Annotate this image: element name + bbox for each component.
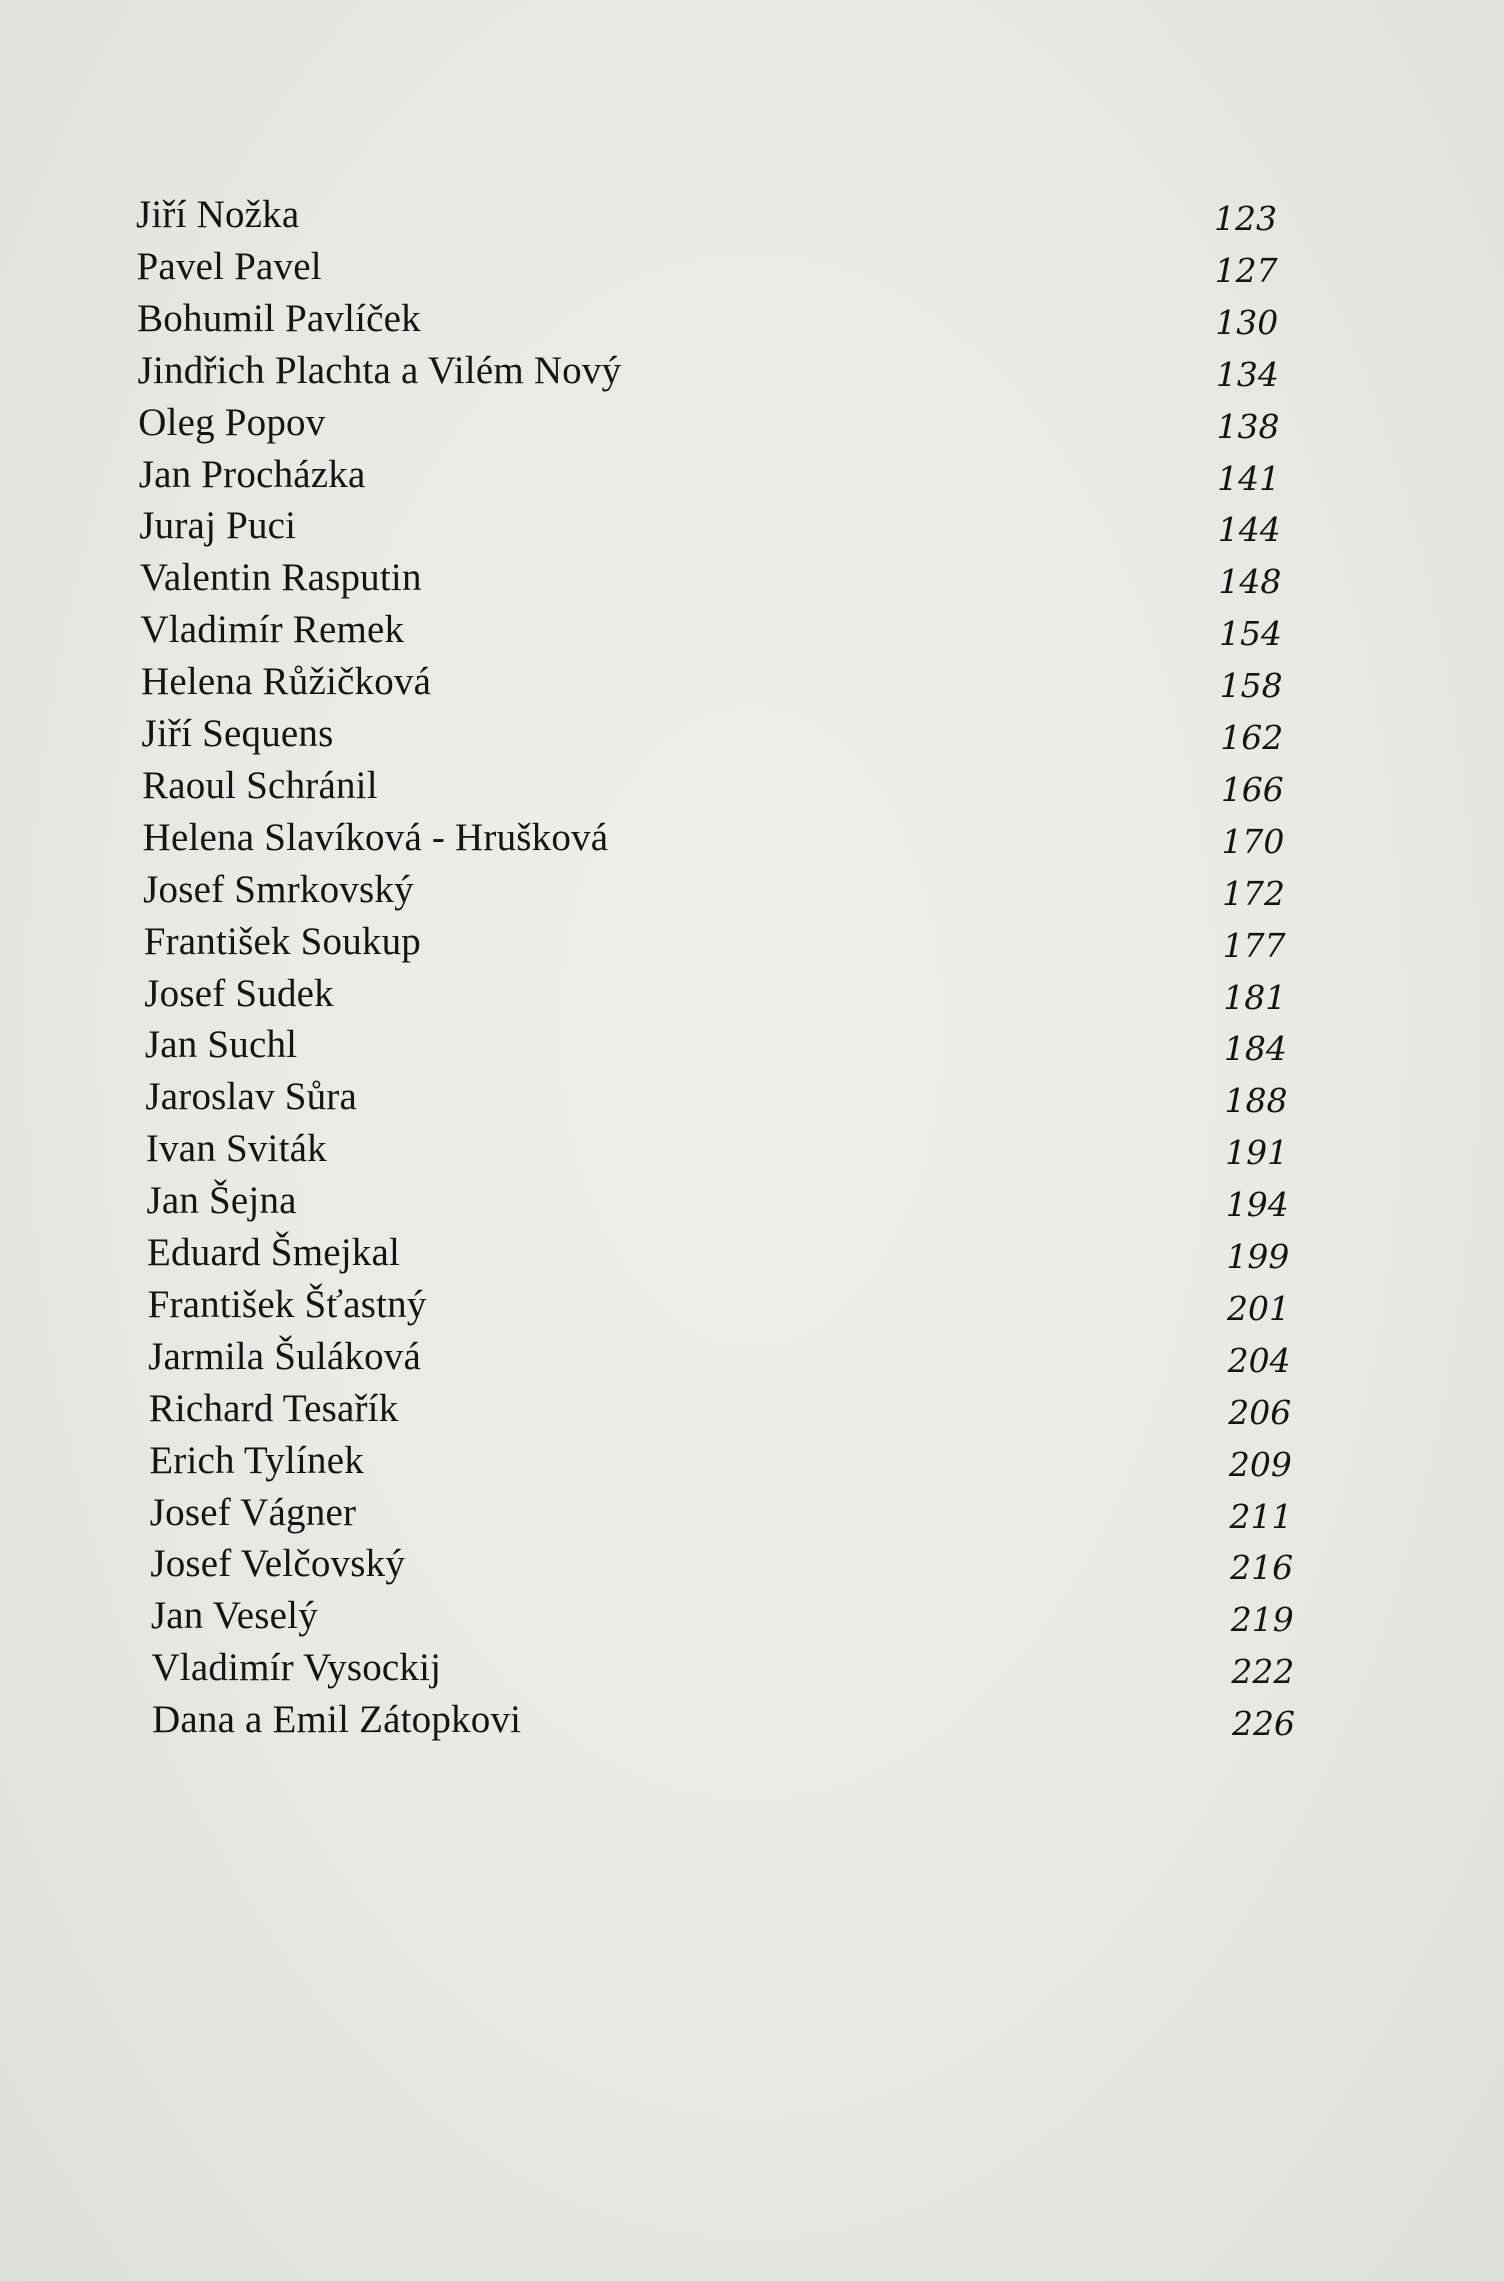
toc-entry-name: Josef Velčovský [150, 1542, 406, 1586]
toc-entry-page-number: 127 [1214, 250, 1278, 290]
toc-entry-name: Pavel Pavel [136, 244, 322, 288]
toc-entry [0, 1488, 1504, 1538]
toc-entry-name: Jarmila Šuláková [148, 1334, 422, 1378]
toc-entry [0, 1332, 1504, 1382]
toc-entry-page-number: 206 [1228, 1392, 1292, 1432]
toc-entry-page-number: 177 [1222, 925, 1286, 965]
toc-entry-page-number: 204 [1227, 1340, 1291, 1380]
toc-entry [0, 709, 1504, 759]
toc-entry-page-number: 170 [1221, 821, 1285, 861]
toc-entry-name: Vladimír Vysockij [151, 1646, 442, 1690]
toc-entry-page-number: 211 [1229, 1496, 1293, 1536]
toc-entry-page-number: 199 [1226, 1237, 1290, 1276]
toc-entry [0, 294, 1504, 344]
toc-entry-page-number: 148 [1218, 562, 1282, 602]
toc-entry [0, 1643, 1504, 1693]
toc-entry-name: Richard Tesařík [148, 1386, 399, 1430]
toc-entry [0, 969, 1504, 1019]
toc-entry [0, 501, 1504, 551]
toc-entry-page-number: 181 [1223, 977, 1287, 1017]
toc-entry-name: Josef Sudek [144, 971, 334, 1015]
toc-entry [0, 1072, 1504, 1122]
toc-entry-name: Jindřich Plachta a Vilém Nový [137, 348, 622, 392]
toc-entry-page-number: 158 [1219, 666, 1283, 706]
toc-entry-page-number: 141 [1217, 458, 1281, 498]
toc-entry [0, 1124, 1504, 1174]
toc-entry-name: Helena Slavíková - Hrušková [142, 815, 609, 859]
toc-entry [0, 242, 1504, 292]
toc-entry-name: Oleg Popov [138, 400, 326, 444]
toc-entry-name: Jan Šejna [146, 1179, 297, 1223]
toc-entry-page-number: 184 [1223, 1029, 1287, 1069]
toc-entry-name: Jan Veselý [150, 1594, 318, 1638]
toc-entry-name: Helena Růžičková [140, 660, 432, 704]
toc-entry [0, 1280, 1504, 1330]
toc-entry [0, 1020, 1504, 1070]
toc-entry-name: Erich Tylínek [149, 1438, 364, 1482]
toc-entry-page-number: 209 [1228, 1444, 1292, 1484]
toc-entry [0, 1384, 1504, 1434]
toc-entry-name: František Soukup [143, 919, 422, 963]
toc-entry [0, 865, 1504, 915]
toc-entry [0, 917, 1504, 967]
toc-entry [0, 450, 1504, 500]
toc-entry-name: Jiří Sequens [141, 712, 334, 755]
toc-entry-page-number: 222 [1231, 1652, 1295, 1692]
toc-entry-page-number: 123 [1214, 199, 1277, 238]
toc-entry-name: Juraj Puci [139, 504, 297, 548]
toc-entry [0, 1591, 1504, 1641]
toc-entry [0, 190, 1504, 240]
toc-entry [0, 398, 1504, 448]
toc-entry-name: Josef Vágner [149, 1490, 357, 1534]
toc-entry-page-number: 216 [1230, 1548, 1294, 1588]
toc-entry-page-number: 138 [1216, 406, 1280, 446]
toc-entry [0, 1695, 1504, 1745]
toc-entry-page-number: 172 [1222, 873, 1286, 913]
toc-entry-page-number: 188 [1224, 1081, 1288, 1121]
toc-entry-name: Jaroslav Sůra [145, 1075, 358, 1119]
toc-entry-name: Vladimír Remek [140, 608, 405, 652]
toc-entry-name: Raoul Schránil [142, 763, 378, 807]
toc-entry-name: František Šťastný [147, 1282, 427, 1326]
toc-entry-page-number: 194 [1225, 1185, 1289, 1225]
toc-entry-page-number: 144 [1217, 510, 1281, 550]
toc-entry-name: Jan Suchl [144, 1023, 298, 1067]
toc-entry-name: Jan Procházka [138, 452, 366, 496]
toc-entry-page-number: 154 [1218, 614, 1282, 654]
toc-entry [0, 813, 1504, 863]
toc-entry [0, 657, 1504, 707]
toc-entry [0, 1436, 1504, 1486]
toc-entry-page-number: 162 [1220, 718, 1284, 757]
toc-entry-name: Eduard Šmejkal [147, 1231, 401, 1274]
toc-entry [0, 605, 1504, 655]
toc-entry-page-number: 219 [1230, 1600, 1294, 1640]
toc-entry [0, 553, 1504, 603]
toc-entry-page-number: 226 [1232, 1704, 1295, 1744]
toc-entry-name: Valentin Rasputin [139, 556, 422, 600]
toc-entry-name: Ivan Sviták [145, 1127, 327, 1171]
toc-entry [0, 1176, 1504, 1226]
toc-entry [0, 1539, 1504, 1589]
toc-entry-name: Dana a Emil Zátopkovi [152, 1698, 522, 1742]
toc-entry-name: Bohumil Pavlíček [137, 296, 421, 340]
toc-entry-page-number: 134 [1215, 354, 1279, 394]
toc-entry-name: Josef Smrkovský [143, 867, 414, 911]
toc-entry-page-number: 201 [1227, 1288, 1291, 1328]
toc-entry-page-number: 191 [1225, 1133, 1289, 1173]
toc-entry [0, 761, 1504, 811]
toc-entry-page-number: 166 [1220, 769, 1284, 809]
toc-entry [0, 346, 1504, 396]
toc-entry-page-number: 130 [1215, 302, 1279, 342]
toc-entry-name: Jiří Nožka [136, 193, 300, 236]
toc-entry [0, 1228, 1504, 1278]
